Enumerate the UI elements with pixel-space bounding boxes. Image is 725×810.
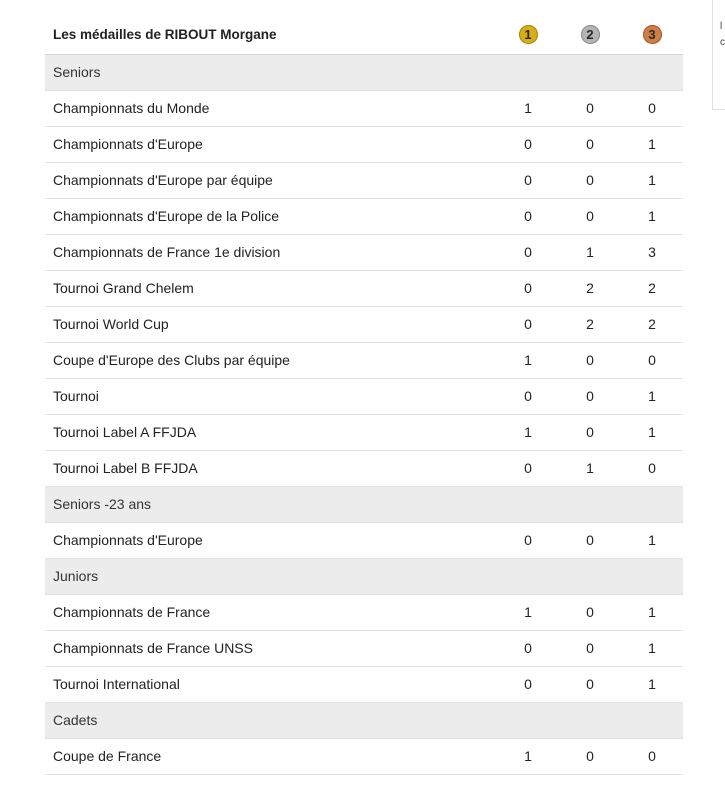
category-row bbox=[45, 486, 683, 522]
gold-count: 0 bbox=[497, 270, 559, 306]
bronze-count: 1 bbox=[621, 630, 683, 666]
bronze-count: 0 bbox=[621, 450, 683, 486]
category-label: Juniors bbox=[45, 558, 683, 594]
competition-name: Coupe de France bbox=[45, 738, 497, 774]
gold-count: 0 bbox=[497, 666, 559, 702]
bronze-count: 1 bbox=[621, 522, 683, 558]
table-row bbox=[45, 378, 683, 414]
gold-count: 1 bbox=[497, 738, 559, 774]
bronze-column-header bbox=[621, 16, 683, 54]
silver-count: 0 bbox=[559, 738, 621, 774]
table-header-row bbox=[45, 16, 683, 54]
silver-count: 0 bbox=[559, 162, 621, 198]
medal-table bbox=[45, 16, 683, 775]
table-row bbox=[45, 306, 683, 342]
silver-count: 1 bbox=[559, 234, 621, 270]
silver-count: 0 bbox=[559, 522, 621, 558]
category-row bbox=[45, 558, 683, 594]
competition-name: Championnats de France 1e division bbox=[45, 234, 497, 270]
table-row bbox=[45, 234, 683, 270]
competition-name: Championnats d'Europe bbox=[45, 522, 497, 558]
silver-count: 0 bbox=[559, 594, 621, 630]
table-row bbox=[45, 342, 683, 378]
category-label: Seniors bbox=[45, 54, 683, 90]
category-label: Seniors -23 ans bbox=[45, 486, 683, 522]
competition-name: Championnats de France UNSS bbox=[45, 630, 497, 666]
gold-count: 0 bbox=[497, 450, 559, 486]
competition-name: Championnats de France bbox=[45, 594, 497, 630]
gold-count: 0 bbox=[497, 198, 559, 234]
medal-table-body bbox=[45, 54, 683, 774]
gold-count: 1 bbox=[497, 594, 559, 630]
competition-name: Tournoi bbox=[45, 378, 497, 414]
competition-name: Tournoi Label B FFJDA bbox=[45, 450, 497, 486]
category-label: Cadets bbox=[45, 702, 683, 738]
silver-count: 0 bbox=[559, 198, 621, 234]
table-title: Les médailles de RIBOUT Morgane bbox=[45, 16, 497, 54]
gold-count: 1 bbox=[497, 342, 559, 378]
bronze-count: 1 bbox=[621, 126, 683, 162]
gold-count: 0 bbox=[497, 630, 559, 666]
table-row bbox=[45, 414, 683, 450]
gold-count: 0 bbox=[497, 378, 559, 414]
gold-count: 0 bbox=[497, 306, 559, 342]
table-row bbox=[45, 594, 683, 630]
side-panel-edge bbox=[712, 0, 725, 110]
gold-count: 0 bbox=[497, 522, 559, 558]
silver-count: 0 bbox=[559, 630, 621, 666]
table-row bbox=[45, 630, 683, 666]
table-row bbox=[45, 522, 683, 558]
table-row bbox=[45, 198, 683, 234]
silver-count: 2 bbox=[559, 306, 621, 342]
competition-name: Championnats d'Europe bbox=[45, 126, 497, 162]
competition-name: Championnats d'Europe de la Police bbox=[45, 198, 497, 234]
bronze-count: 2 bbox=[621, 306, 683, 342]
table-row bbox=[45, 270, 683, 306]
competition-name: Tournoi Label A FFJDA bbox=[45, 414, 497, 450]
gold-count: 1 bbox=[497, 90, 559, 126]
table-row bbox=[45, 450, 683, 486]
bronze-count: 0 bbox=[621, 738, 683, 774]
bronze-count: 1 bbox=[621, 414, 683, 450]
competition-name: Coupe d'Europe des Clubs par équipe bbox=[45, 342, 497, 378]
bronze-medal-icon: 3 bbox=[643, 25, 662, 44]
bronze-count: 1 bbox=[621, 666, 683, 702]
bronze-count: 3 bbox=[621, 234, 683, 270]
bronze-count: 1 bbox=[621, 162, 683, 198]
gold-count: 0 bbox=[497, 162, 559, 198]
gold-medal-icon: 1 bbox=[519, 25, 538, 44]
gold-count: 0 bbox=[497, 234, 559, 270]
bronze-count: 1 bbox=[621, 378, 683, 414]
table-row bbox=[45, 90, 683, 126]
silver-count: 0 bbox=[559, 126, 621, 162]
side-panel-glyph-top: l bbox=[720, 21, 723, 32]
bronze-count: 0 bbox=[621, 342, 683, 378]
category-row bbox=[45, 702, 683, 738]
silver-count: 0 bbox=[559, 342, 621, 378]
silver-count: 1 bbox=[559, 450, 621, 486]
side-panel-glyph-bottom: c bbox=[720, 37, 725, 48]
table-row bbox=[45, 738, 683, 774]
competition-name: Championnats d'Europe par équipe bbox=[45, 162, 497, 198]
silver-count: 0 bbox=[559, 90, 621, 126]
competition-name: Tournoi International bbox=[45, 666, 497, 702]
bronze-count: 2 bbox=[621, 270, 683, 306]
silver-count: 0 bbox=[559, 378, 621, 414]
table-row bbox=[45, 666, 683, 702]
competition-name: Championnats du Monde bbox=[45, 90, 497, 126]
silver-column-header bbox=[559, 16, 621, 54]
silver-count: 2 bbox=[559, 270, 621, 306]
bronze-count: 0 bbox=[621, 90, 683, 126]
silver-count: 0 bbox=[559, 414, 621, 450]
gold-column-header bbox=[497, 16, 559, 54]
silver-count: 0 bbox=[559, 666, 621, 702]
table-row bbox=[45, 162, 683, 198]
category-row bbox=[45, 54, 683, 90]
bronze-count: 1 bbox=[621, 594, 683, 630]
competition-name: Tournoi World Cup bbox=[45, 306, 497, 342]
competition-name: Tournoi Grand Chelem bbox=[45, 270, 497, 306]
table-row bbox=[45, 126, 683, 162]
silver-medal-icon: 2 bbox=[581, 25, 600, 44]
bronze-count: 1 bbox=[621, 198, 683, 234]
gold-count: 1 bbox=[497, 414, 559, 450]
gold-count: 0 bbox=[497, 126, 559, 162]
